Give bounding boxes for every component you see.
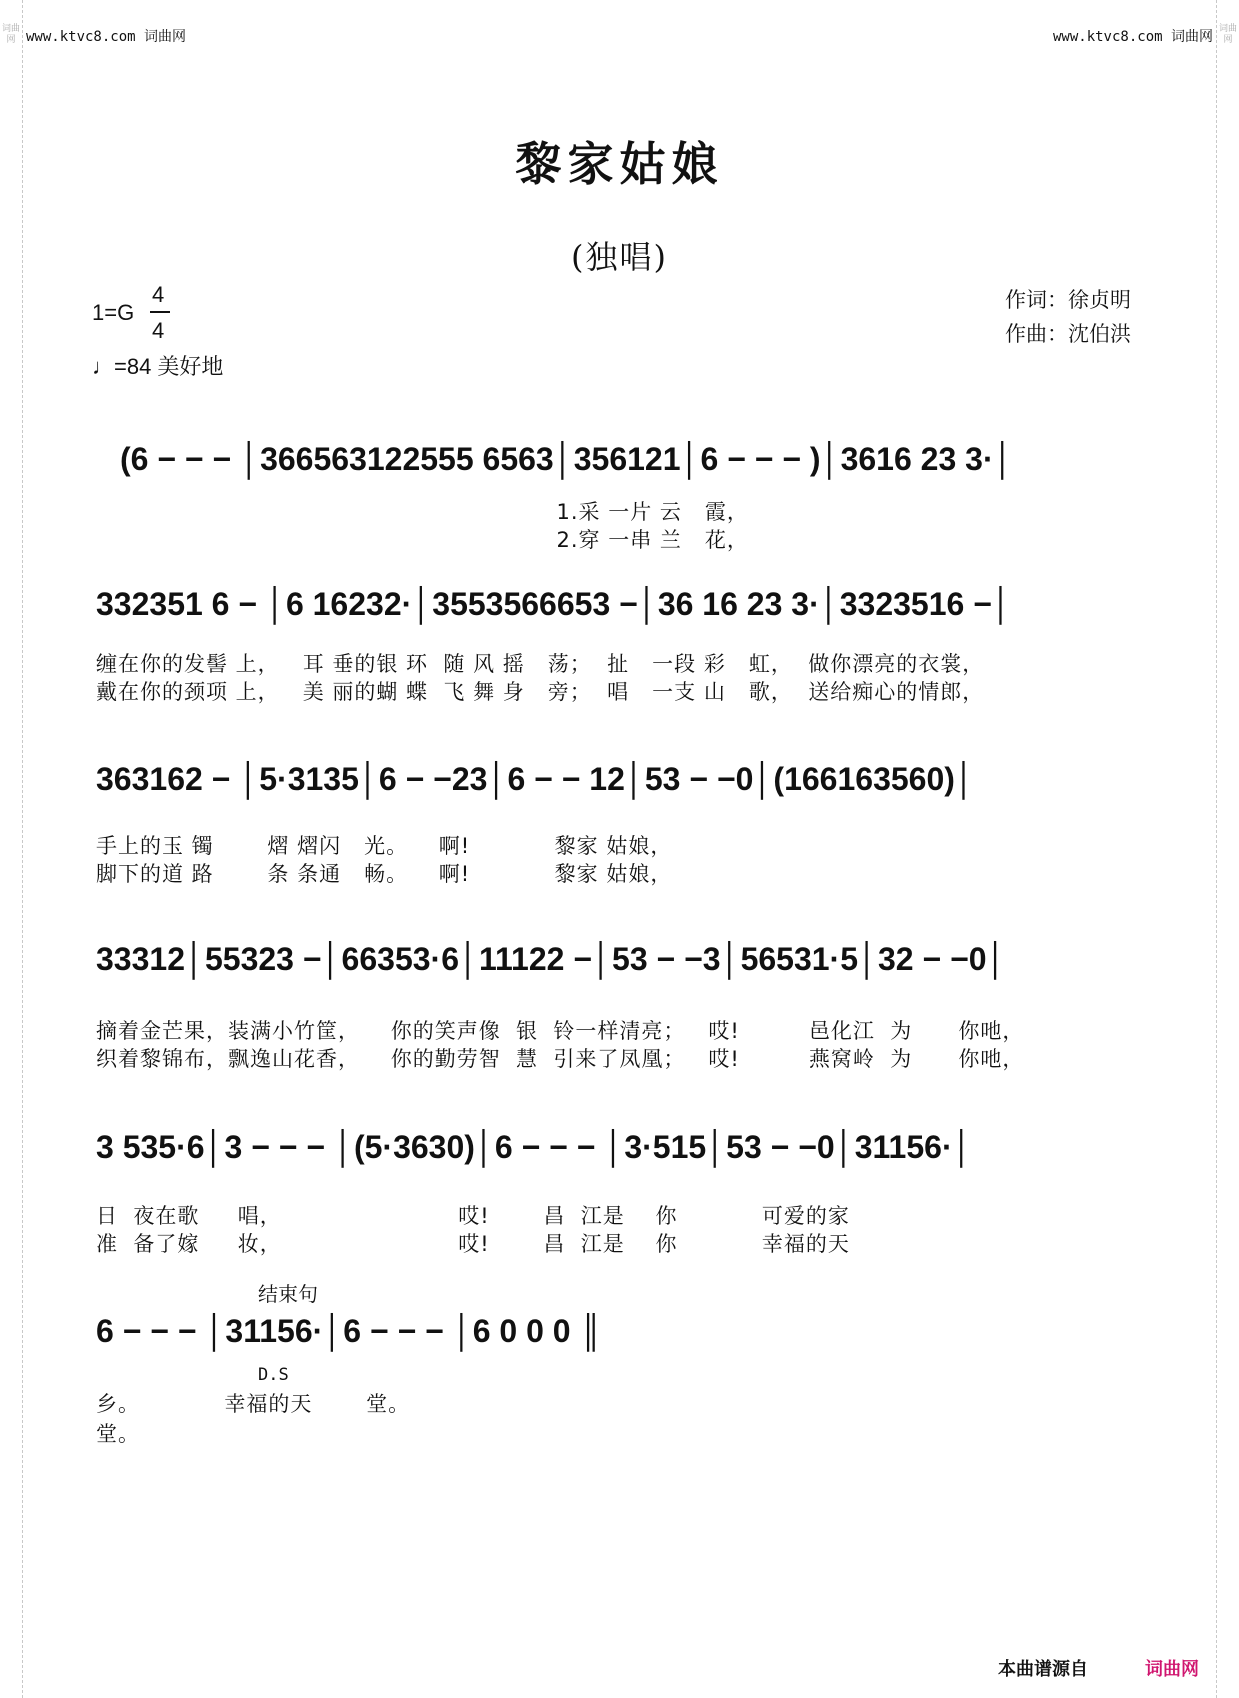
lyric-line-4a: 摘着金芒果，装满小竹筐， 你的笑声像 银 铃一样清亮； 哎! 邑化江 为 你吔， [96,1019,1025,1043]
lyricist-credit: 作词：徐贞明 [1005,288,1131,312]
notation-text: 3 535·6│3 − − − │(5·3630)│6 − − − │3·515│53 − −0│31156·│ [96,1129,973,1165]
footer-site-link[interactable]: 词曲网 [1145,1659,1199,1680]
lyric-line-3a: 手上的玉 镯 熠 熠闪 光。 啊! 黎家 姑娘， [96,834,673,858]
notation-text: (6 − − − │366563122555 6563│356121│6 − − − )│3616 23 3·│ [120,441,1014,477]
song-title: 黎家姑娘 [515,137,724,191]
notation-svg [0,1108,1239,1188]
lyric-line-2b: 戴在你的颈项 上， 美 丽的蝴 蝶 飞 舞 身 旁； 唱 一支 山 歌， 送给痴心的情郎， [96,680,985,704]
lyric-line-6a: 乡。 幸福的天 堂。 [96,1392,411,1416]
score-line-3 [0,740,1239,820]
notation-text: 332351 6 − │6 16232·│3553566653 −│36 16 23 3·│3323516 −│ [96,586,1012,622]
time-signature-top: 4 [152,282,165,307]
site-header-left[interactable]: www.ktvc8.com 词曲网 [26,29,187,45]
lyric-line-6b: 堂。 [96,1422,140,1446]
tempo-marking: ♩=84 美好地 [92,354,224,379]
notation-text: 363162 − │5·3135│6 − −23│6 − − 12│53 − −0│(166163560)│ [96,761,975,797]
song-subtitle: (独唱) [571,238,668,276]
ds-label: D.S [258,1365,289,1385]
notation-text: 6 − − − │31156·│6 − − − │6 0 0 0 ║ [96,1313,603,1349]
notation-svg [0,565,1239,645]
site-header-right[interactable]: www.ktvc8.com 词曲网 [1052,29,1213,45]
score-line-5 [0,1108,1239,1188]
lyric-line-5b: 准 备了嫁 妆， 哎! 昌 江是 你 幸福的天 [96,1232,850,1256]
footer-source-label: 本曲谱源自 [998,1659,1088,1680]
notation-text: 33312│55323 −│66353·6│11122 −│53 − −3│56531·5│32 − −0│ [96,941,1007,977]
composer-credit: 作曲：沈伯洪 [1005,322,1131,346]
notation-svg [0,920,1239,1000]
lyric-line-5a: 日 夜在歌 唱， 哎! 昌 江是 你 可爱的家 [96,1204,850,1228]
side-watermark: 词曲网 [1218,24,1237,45]
lyric-line-1a: 1.采 一片 云 霞， [96,500,749,524]
lyric-line-3b: 脚下的道 路 条 条通 畅。 啊! 黎家 姑娘， [96,862,673,886]
score-line-4 [0,920,1239,1000]
coda-label: 结束句 [258,1282,318,1306]
score-line-6 [0,1292,1239,1372]
key-signature: 1=G [92,300,135,325]
score-line-1 [0,420,1239,500]
time-signature-divider [150,311,170,313]
lyric-line-4b: 织着黎锦布，飘逸山花香， 你的勤劳智 慧 引来了凤凰； 哎! 燕窝岭 为 你吔， [96,1047,1025,1071]
notation-svg [0,740,1239,820]
score-line-2 [0,565,1239,645]
lyric-line-2a: 缠在你的发髻 上， 耳 垂的银 环 随 风 摇 荡； 扯 一段 彩 虹， 做你漂亮的衣裳， [96,652,985,676]
side-watermark: 词曲网 [1,24,20,45]
time-signature-bottom: 4 [152,318,165,343]
lyric-line-1b: 2.穿 一串 兰 花， [96,528,749,552]
notation-svg [0,420,1239,500]
notation-svg [0,1292,1239,1372]
